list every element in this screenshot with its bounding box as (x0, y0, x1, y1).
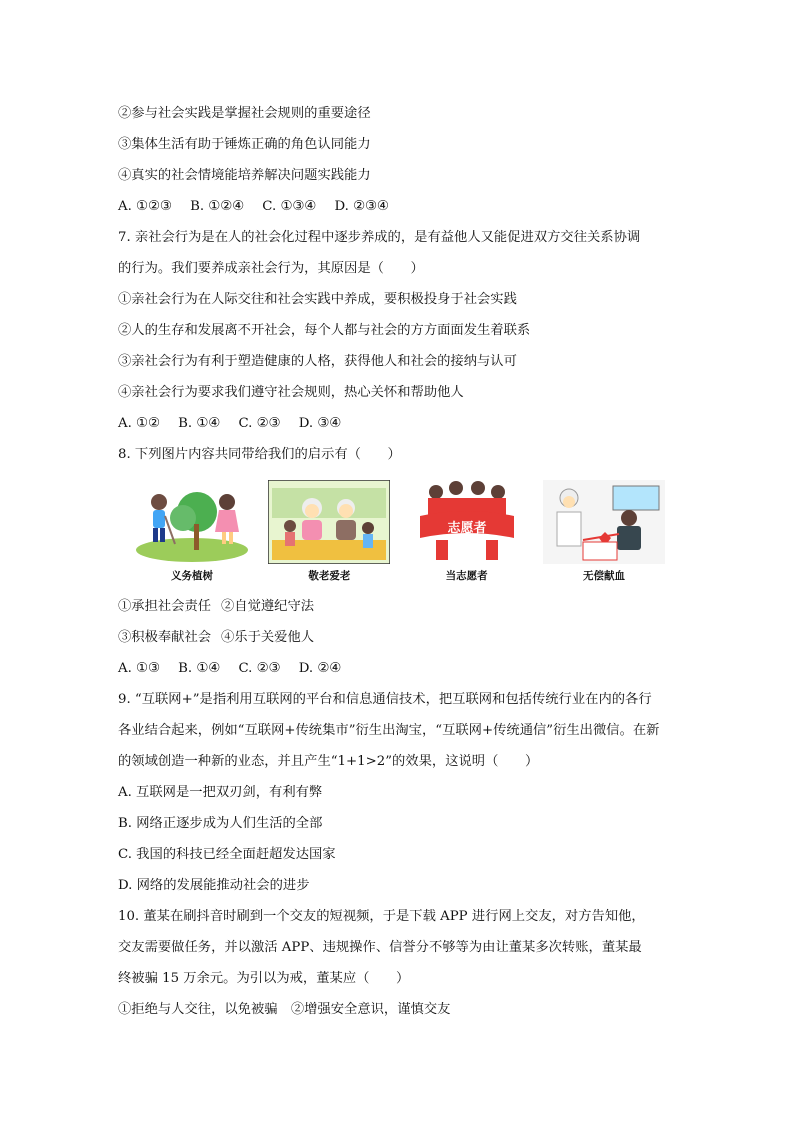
q9-option-b: B. 网络正逐步成为人们生活的全部 (118, 816, 323, 831)
q6-option-a: A. ①②③ (118, 199, 172, 214)
q8-stem: 8. 下列图片内容共同带给我们的启示有（ ） (118, 447, 401, 462)
q8-statement-2: ②自觉遵纪守法 (221, 599, 315, 614)
q9-stem-line-1: 9. “互联网+”是指利用互联网的平台和信息通信技术，把互联网和包括传统行业在内的各行 (118, 692, 652, 707)
q8-options (118, 653, 678, 684)
q9-option-a: A. 互联网是一把双刃剑，有利有弊 (118, 785, 323, 800)
q6-option-b: B. ①②④ (190, 199, 245, 214)
q6-options (118, 191, 678, 222)
q10-stem-line-3: 终被骗 15 万余元。为引以为戒，董某应（ ） (118, 971, 410, 986)
q9-stem-line-2: 各业结合起来，例如“互联网+传统集市”衍生出淘宝，“互联网+传统通信”衍生出微信。在新 (118, 723, 660, 738)
q7-option-a: A. ①② (118, 416, 160, 431)
q8-statements-row-1 (118, 591, 678, 622)
q7-option-c: C. ②③ (238, 416, 281, 431)
caption-blood-donation: 无偿献血 (582, 570, 625, 582)
q6-statement-4: ④真实的社会情境能培养解决问题实践能力 (118, 168, 371, 183)
volunteer-banner-text: 志愿者 (447, 521, 487, 536)
caption-elderly-care: 敬老爱老 (308, 570, 351, 582)
q10-statements-1-2: ①拒绝与人交往，以免被骗 ②增强安全意识，谨慎交友 (118, 1002, 451, 1017)
q7-statement-4: ④亲社会行为要求我们遵守社会规则，热心关怀和帮助他人 (118, 385, 464, 400)
q10-stem-line-2: 交友需要做任务，并以激活 APP、违规操作、信誉分不够等为由让董某多次转账，董某最 (118, 940, 642, 955)
q8-option-c: C. ②③ (238, 661, 281, 676)
q9-stem-line-3: 的领域创造一种新的业态，并且产生“1+1>2”的效果，这说明（ ） (118, 754, 539, 769)
caption-tree-planting: 义务植树 (171, 570, 213, 582)
tree-planting-illustration-icon (131, 480, 253, 564)
tree-planting-figure (128, 480, 256, 583)
q8-statement-1: ①承担社会责任 (118, 599, 212, 614)
elderly-care-illustration-icon (268, 480, 390, 564)
volunteer-figure (403, 480, 531, 583)
q8-statements-row-2 (118, 622, 678, 653)
q8-image-strip (128, 480, 668, 583)
q7-stem-line-2: 的行为。我们要养成亲社会行为，其原因是（ ） (118, 261, 424, 276)
q7-statement-2: ②人的生存和发展离不开社会，每个人都与社会的方方面面发生着联系 (118, 323, 531, 338)
q9-option-c: C. 我国的科技已经全面赶超发达国家 (118, 847, 336, 862)
q7-statement-1: ①亲社会行为在人际交往和社会实践中养成，要积极投身于社会实践 (118, 292, 517, 307)
blood-donation-figure (540, 480, 668, 583)
caption-volunteer: 当志愿者 (445, 570, 488, 582)
q8-option-a: A. ①③ (118, 661, 160, 676)
volunteer-illustration-icon (406, 480, 528, 564)
q8-statement-4: ④乐于关爱他人 (221, 630, 315, 645)
q6-option-d: D. ②③④ (334, 199, 389, 214)
q9-option-d: D. 网络的发展能推动社会的进步 (118, 878, 310, 893)
q10-stem-line-1: 10. 董某在刷抖音时刷到一个交友的短视频，于是下载 APP 进行网上交友，对方告知他， (118, 909, 645, 924)
q8-statement-3: ③积极奉献社会 (118, 630, 212, 645)
q6-statement-3: ③集体生活有助于锤炼正确的角色认同能力 (118, 137, 371, 152)
q7-stem-line-1: 7. 亲社会行为是在人的社会化过程中逐步养成的，是有益他人又能促进双方交往关系协调 (118, 230, 641, 245)
elderly-care-figure (265, 480, 393, 583)
q8-option-b: B. ①④ (178, 661, 221, 676)
q8-option-d: D. ②④ (298, 661, 342, 676)
q7-options (118, 408, 678, 439)
q6-option-c: C. ①③④ (262, 199, 317, 214)
blood-donation-illustration-icon (543, 480, 665, 564)
q7-statement-3: ③亲社会行为有利于塑造健康的人格，获得他人和社会的接纳与认可 (118, 354, 517, 369)
q7-option-d: D. ③④ (298, 416, 342, 431)
q6-statement-2: ②参与社会实践是掌握社会规则的重要途径 (118, 106, 371, 121)
q7-option-b: B. ①④ (178, 416, 221, 431)
exam-page (118, 98, 678, 1025)
